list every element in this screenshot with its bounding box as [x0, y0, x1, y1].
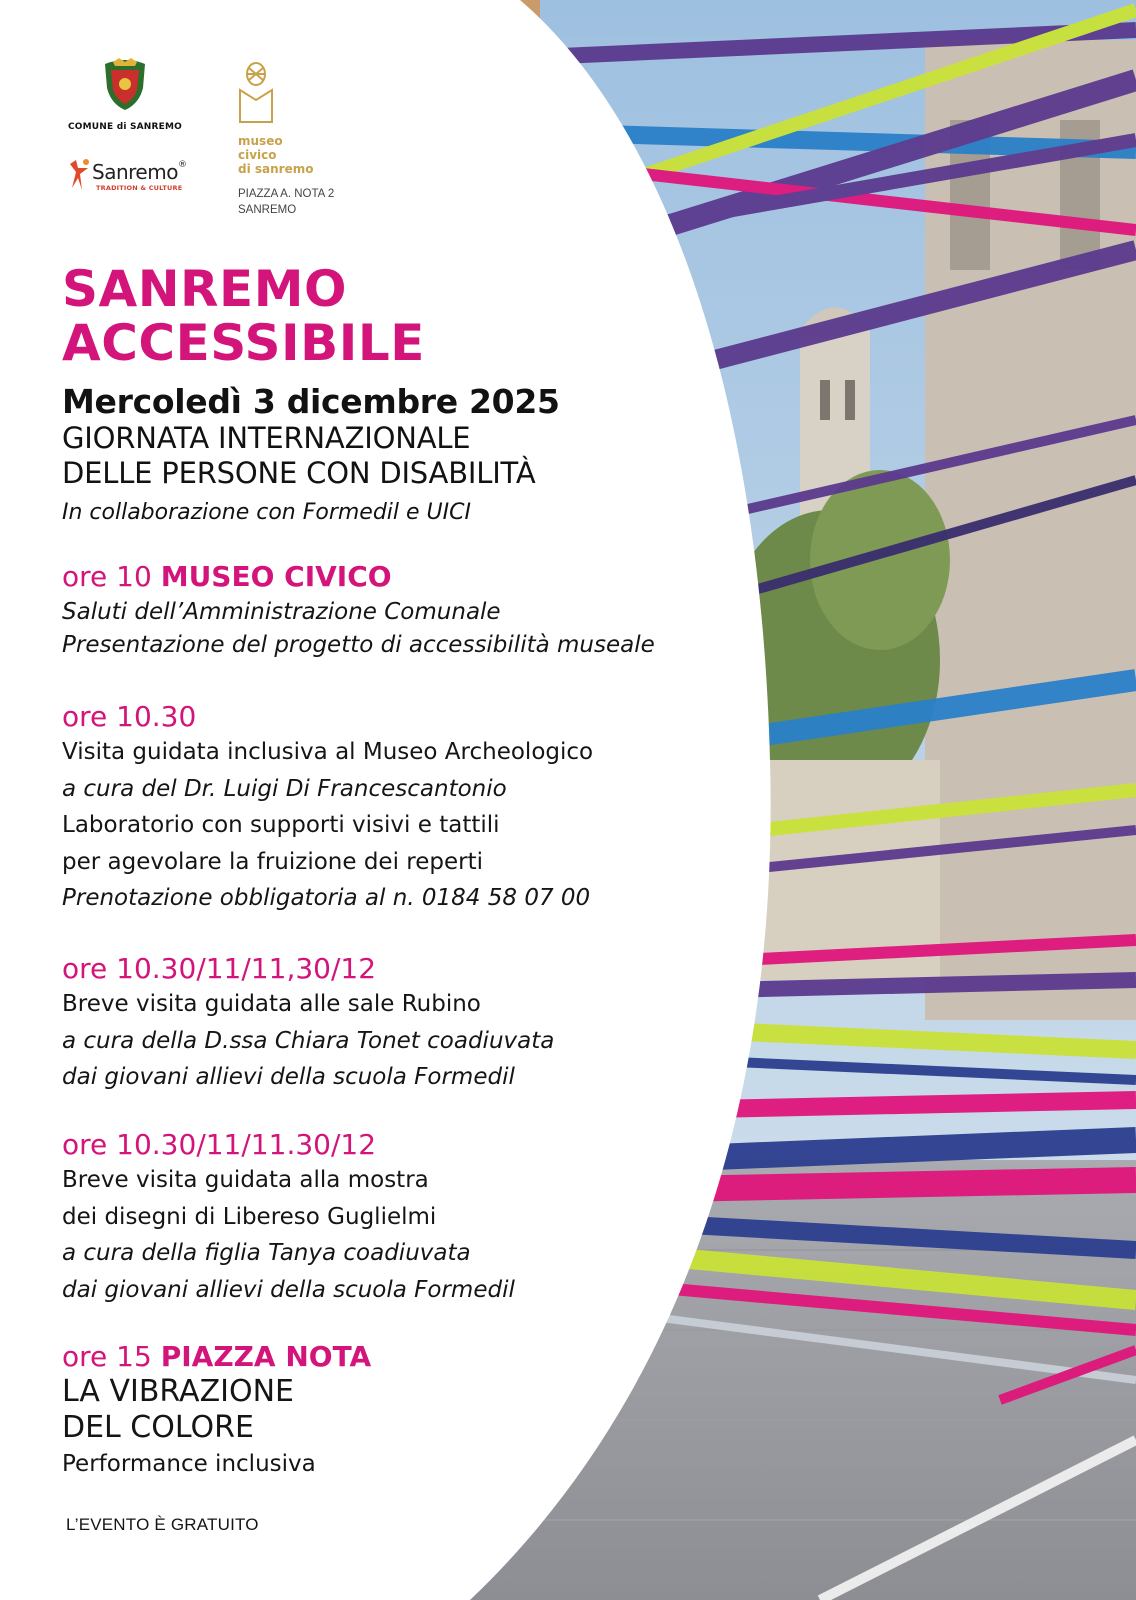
performance-title-line: DEL COLORE — [62, 1410, 254, 1445]
section-heading — [62, 1128, 515, 1162]
performance-title-line: LA VIBRAZIONE — [62, 1374, 294, 1409]
section-line: a cura del Dr. Luigi Di Francescantonio — [62, 775, 507, 802]
registered-mark: ® — [177, 160, 187, 170]
section-heading — [62, 1340, 371, 1374]
section-line: dai giovani allievi della scuola Formedil — [62, 1064, 515, 1090]
free-entry-note: L’EVENTO È GRATUITO — [66, 1515, 259, 1534]
section-line: dei disegni di Libereso Guglielmi — [62, 1203, 437, 1230]
museo-name-line: di sanremo — [238, 162, 314, 176]
section-line: a cura della D.ssa Chiara Tonet coadiuvata — [62, 1027, 555, 1054]
museo-pinecone-logo-icon — [238, 60, 274, 124]
comune-crest-icon — [99, 58, 151, 114]
address-line: PIAZZA A. NOTA 2 — [238, 188, 335, 200]
sanremo-brand — [92, 160, 186, 184]
title-line: SANREMO — [62, 260, 347, 318]
program-section-sale-rubino — [62, 952, 554, 1096]
event-date: Mercoledì 3 dicembre 2025 — [62, 382, 560, 421]
section-line: a cura della figlia Tanya coadiuvata — [62, 1240, 471, 1266]
section-line: Performance inclusiva — [62, 1451, 316, 1477]
museo-name-line: civico — [238, 148, 277, 162]
occasion-line: DELLE PERSONE CON DISABILITÀ — [62, 456, 536, 490]
section-place: MUSEO CIVICO — [160, 560, 392, 593]
sanremo-tourism-logo — [66, 158, 206, 198]
collaboration-note: In collaborazione con Formedil e UICI — [62, 500, 471, 525]
comune-name: COMUNE di SANREMO — [67, 122, 183, 132]
section-heading — [62, 952, 554, 986]
address-line: SANREMO — [238, 204, 297, 216]
title-line: ACCESSIBILE — [62, 314, 425, 372]
program-section-mostra-guglielmi — [62, 1128, 515, 1308]
section-heading — [62, 700, 593, 734]
event-title — [62, 262, 736, 370]
section-line: Prenotazione obbligatoria al n. 0184 58 07 00 — [62, 885, 591, 911]
museo-address — [238, 186, 408, 218]
section-line: Visita guidata inclusiva al Museo Archeologico — [62, 739, 594, 765]
section-line: dai giovani allievi della scuola Formedil — [62, 1276, 515, 1303]
program-section-piazza-nota — [62, 1340, 371, 1483]
section-line: Breve visita guidata alle sale Rubino — [62, 991, 481, 1017]
comune-logo — [60, 58, 190, 132]
museo-name-line: museo — [238, 134, 283, 148]
program-section-archeologico — [62, 700, 593, 917]
section-line: Saluti dell’Amministrazione Comunale — [62, 599, 501, 625]
section-place: PIAZZA NOTA — [160, 1340, 372, 1373]
museo-name — [238, 134, 408, 176]
section-line: Laboratorio con supporti visivi e tattili — [62, 812, 500, 838]
section-time: ore 10 — [62, 560, 152, 593]
section-line: per agevolare la fruizione dei reperti — [62, 848, 483, 875]
museo-logo — [238, 60, 408, 218]
sanremo-brand-text: Sanremo — [92, 160, 178, 184]
program-section-museo-civico — [62, 560, 655, 663]
section-line: Breve visita guidata alla mostra — [62, 1167, 429, 1193]
event-occasion — [62, 421, 736, 491]
sanremo-logo-icon — [66, 158, 92, 192]
section-time: ore 10.30/11/11.30/12 — [62, 1128, 377, 1161]
sanremo-tagline: TRADITION & CULTURE — [96, 184, 183, 192]
occasion-line: GIORNATA INTERNAZIONALE — [62, 421, 471, 455]
section-time: ore 10.30 — [62, 700, 197, 733]
section-time: ore 15 — [62, 1340, 152, 1373]
section-line: Presentazione del progetto di accessibilità museale — [62, 631, 655, 658]
section-time: ore 10.30/11/11,30/12 — [62, 952, 377, 985]
section-heading — [62, 560, 655, 594]
